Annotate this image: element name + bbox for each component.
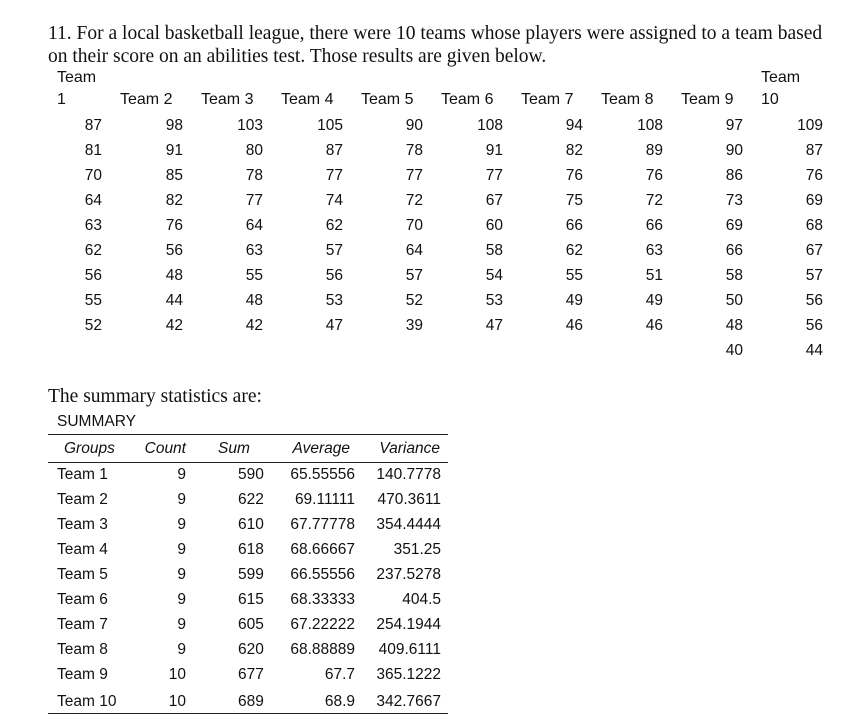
score-cell: 89	[645, 142, 663, 159]
score-cell: 63	[645, 242, 663, 259]
score-cell: 50	[725, 292, 743, 309]
summary-average-cell: 67.77778	[290, 516, 355, 533]
score-cell: 42	[245, 317, 263, 334]
score-cell: 87	[805, 142, 823, 159]
summary-group-cell: Team 1	[57, 466, 108, 483]
score-cell: 56	[805, 292, 823, 309]
score-cell: 57	[405, 267, 423, 284]
team-header: Team 9	[681, 91, 734, 108]
score-cell: 57	[325, 242, 343, 259]
score-cell: 103	[237, 117, 263, 134]
score-cell: 94	[565, 117, 583, 134]
team-header: Team 7	[521, 91, 574, 108]
score-cell: 63	[84, 217, 102, 234]
score-cell: 77	[245, 192, 263, 209]
score-cell: 108	[477, 117, 503, 134]
table-rule	[48, 713, 448, 714]
summary-average-cell: 65.55556	[290, 466, 355, 483]
score-cell: 49	[565, 292, 583, 309]
score-cell: 64	[245, 217, 263, 234]
score-cell: 90	[725, 142, 743, 159]
summary-average-cell: 66.55556	[290, 566, 355, 583]
summary-variance-cell: 470.3611	[377, 491, 441, 508]
summary-variance-cell: 365.1222	[376, 666, 441, 683]
score-cell: 85	[165, 167, 183, 184]
summary-sum-cell: 599	[238, 566, 264, 583]
score-cell: 67	[485, 192, 503, 209]
summary-group-cell: Team 10	[57, 693, 117, 710]
score-cell: 67	[805, 242, 823, 259]
score-cell: 60	[485, 217, 503, 234]
question-text: 11. For a local basketball league, there were 10 teams whose players were assigned to a team based on their score on an abilities test. Those results are given below.	[48, 23, 823, 67]
score-cell: 91	[165, 142, 183, 159]
score-cell: 70	[84, 167, 102, 184]
summary-average-cell: 68.66667	[290, 541, 355, 558]
score-cell: 91	[485, 142, 503, 159]
score-cell: 78	[245, 167, 263, 184]
score-cell: 58	[725, 267, 743, 284]
team-header: Team 3	[201, 91, 254, 108]
score-cell: 48	[165, 267, 183, 284]
score-cell: 86	[725, 167, 743, 184]
summary-sum-cell: 618	[238, 541, 264, 558]
score-cell: 82	[165, 192, 183, 209]
score-cell: 77	[405, 167, 423, 184]
summary-sum-cell: 590	[238, 466, 264, 483]
summary-header-sum: Sum	[218, 440, 250, 457]
score-cell: 82	[565, 142, 583, 159]
summary-count-cell: 10	[168, 693, 186, 710]
score-cell: 97	[725, 117, 743, 134]
summary-sum-cell: 610	[238, 516, 264, 533]
team-header: Team 2	[120, 91, 173, 108]
team-header-top: Team	[57, 69, 97, 86]
summary-count-cell: 9	[177, 491, 186, 508]
summary-average-cell: 67.22222	[290, 616, 355, 633]
score-cell: 76	[165, 217, 183, 234]
score-cell: 62	[325, 217, 343, 234]
score-cell: 66	[725, 242, 743, 259]
score-cell: 58	[485, 242, 503, 259]
score-cell: 73	[725, 192, 743, 209]
score-cell: 76	[645, 167, 663, 184]
score-cell: 87	[325, 142, 343, 159]
score-cell: 68	[805, 217, 823, 234]
score-cell: 55	[245, 267, 263, 284]
summary-sum-cell: 605	[238, 616, 264, 633]
score-cell: 80	[245, 142, 263, 159]
score-cell: 56	[165, 242, 183, 259]
score-cell: 69	[805, 192, 823, 209]
summary-variance-cell: 351.25	[393, 541, 441, 558]
summary-label: SUMMARY	[57, 413, 136, 430]
score-cell: 72	[645, 192, 663, 209]
team-header: Team 4	[281, 91, 334, 108]
score-cell: 53	[325, 292, 343, 309]
score-cell: 51	[645, 267, 663, 284]
score-cell: 105	[317, 117, 343, 134]
score-cell: 42	[165, 317, 183, 334]
summary-sum-cell: 677	[238, 666, 264, 683]
score-cell: 46	[565, 317, 583, 334]
score-cell: 52	[84, 317, 102, 334]
score-cell: 66	[565, 217, 583, 234]
team-header: Team 5	[361, 91, 414, 108]
score-cell: 66	[645, 217, 663, 234]
score-cell: 70	[405, 217, 423, 234]
summary-variance-cell: 254.1944	[376, 616, 441, 633]
summary-group-cell: Team 3	[57, 516, 108, 533]
summary-header-count: Count	[144, 440, 186, 457]
team-header: Team 6	[441, 91, 494, 108]
summary-sum-cell: 689	[238, 693, 264, 710]
summary-sum-cell: 615	[238, 591, 264, 608]
score-cell: 53	[485, 292, 503, 309]
score-cell: 77	[325, 167, 343, 184]
summary-variance-cell: 237.5278	[376, 566, 441, 583]
score-cell: 76	[565, 167, 583, 184]
summary-group-cell: Team 2	[57, 491, 108, 508]
score-cell: 63	[245, 242, 263, 259]
score-cell: 47	[485, 317, 503, 334]
summary-variance-cell: 404.5	[402, 591, 441, 608]
summary-group-cell: Team 8	[57, 641, 108, 658]
summary-group-cell: Team 7	[57, 616, 108, 633]
table-rule	[48, 462, 448, 463]
summary-average-cell: 69.11111	[294, 491, 355, 508]
summary-variance-cell: 140.7778	[376, 466, 441, 483]
team-header: 10	[761, 91, 779, 108]
summary-count-cell: 9	[177, 566, 186, 583]
score-cell: 48	[725, 317, 743, 334]
score-cell: 76	[805, 167, 823, 184]
summary-group-cell: Team 4	[57, 541, 108, 558]
summary-intro: The summary statistics are:	[48, 386, 262, 407]
score-cell: 77	[485, 167, 503, 184]
score-cell: 48	[245, 292, 263, 309]
score-cell: 44	[805, 342, 823, 359]
score-cell: 81	[84, 142, 102, 159]
summary-header-variance: Variance	[379, 440, 440, 457]
summary-average-cell: 67.7	[324, 666, 355, 683]
score-cell: 69	[725, 217, 743, 234]
summary-group-cell: Team 9	[57, 666, 108, 683]
summary-average-cell: 68.33333	[290, 591, 355, 608]
score-cell: 39	[405, 317, 423, 334]
summary-count-cell: 9	[177, 541, 186, 558]
team-header: Team 8	[601, 91, 654, 108]
score-cell: 56	[325, 267, 343, 284]
team-header-top: Team	[761, 69, 801, 86]
summary-variance-cell: 342.7667	[376, 693, 441, 710]
team-header: 1	[57, 91, 66, 108]
score-cell: 55	[84, 292, 102, 309]
table-rule	[48, 434, 448, 435]
score-cell: 74	[325, 192, 343, 209]
score-cell: 64	[405, 242, 423, 259]
summary-average-cell: 68.88889	[290, 641, 355, 658]
score-cell: 54	[485, 267, 503, 284]
score-cell: 64	[84, 192, 102, 209]
score-cell: 55	[565, 267, 583, 284]
score-cell: 62	[84, 242, 102, 259]
summary-count-cell: 9	[177, 591, 186, 608]
summary-count-cell: 9	[177, 516, 186, 533]
summary-header-group: Groups	[64, 440, 115, 457]
summary-group-cell: Team 6	[57, 591, 108, 608]
score-cell: 52	[405, 292, 423, 309]
score-cell: 47	[325, 317, 343, 334]
summary-variance-cell: 409.6111	[378, 641, 441, 658]
summary-average-cell: 68.9	[324, 693, 355, 710]
score-cell: 56	[805, 317, 823, 334]
score-cell: 56	[84, 267, 102, 284]
summary-group-cell: Team 5	[57, 566, 108, 583]
score-cell: 62	[565, 242, 583, 259]
score-cell: 72	[405, 192, 423, 209]
summary-count-cell: 9	[177, 616, 186, 633]
score-cell: 98	[165, 117, 183, 134]
score-cell: 75	[565, 192, 583, 209]
summary-sum-cell: 620	[238, 641, 264, 658]
score-cell: 46	[645, 317, 663, 334]
summary-count-cell: 9	[177, 466, 186, 483]
score-cell: 87	[84, 117, 102, 134]
score-cell: 49	[645, 292, 663, 309]
score-cell: 109	[797, 117, 823, 134]
score-cell: 40	[725, 342, 743, 359]
summary-count-cell: 10	[168, 666, 186, 683]
score-cell: 108	[637, 117, 663, 134]
summary-sum-cell: 622	[238, 491, 264, 508]
score-cell: 90	[405, 117, 423, 134]
score-cell: 78	[405, 142, 423, 159]
summary-count-cell: 9	[177, 641, 186, 658]
score-cell: 44	[165, 292, 183, 309]
score-cell: 57	[805, 267, 823, 284]
summary-variance-cell: 354.4444	[376, 516, 441, 533]
summary-header-average: Average	[292, 440, 350, 457]
